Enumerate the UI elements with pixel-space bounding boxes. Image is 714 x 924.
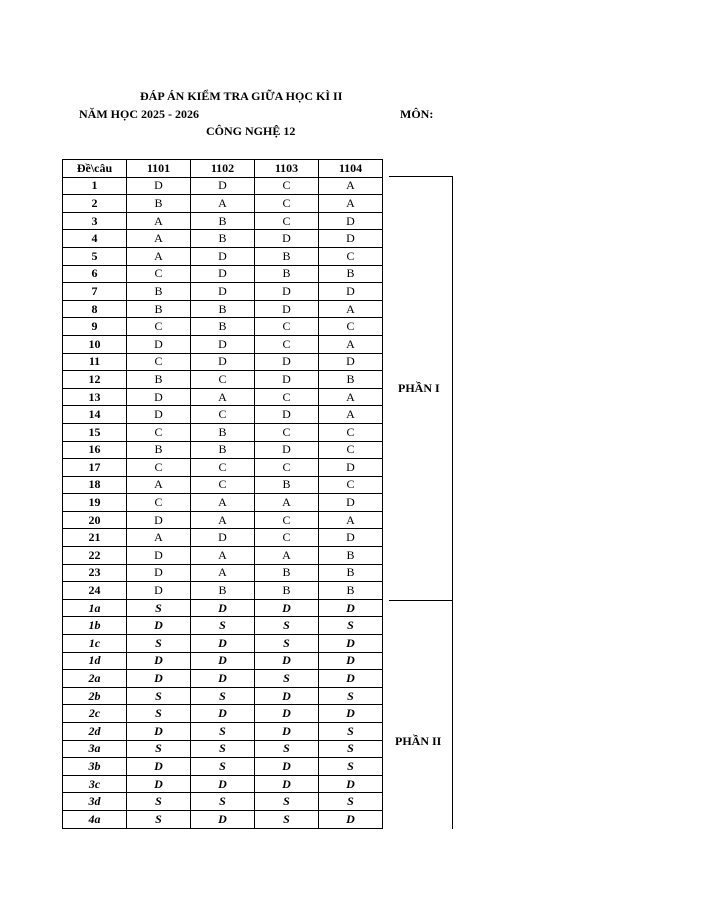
table-row (63, 335, 383, 353)
answer-cell: D (319, 353, 383, 371)
answer-cell: B (319, 564, 383, 582)
answer-cell: D (127, 177, 191, 195)
answer-cell: D (191, 670, 255, 688)
answer-cell: S (255, 617, 319, 635)
table-row (63, 617, 383, 635)
question-number: 20 (63, 511, 127, 529)
answer-cell: D (319, 459, 383, 477)
question-number: 16 (63, 441, 127, 459)
question-number: 1a (63, 599, 127, 617)
column-header: 1102 (191, 160, 255, 178)
answer-cell: D (191, 529, 255, 547)
answer-cell: D (191, 599, 255, 617)
answer-cell: S (127, 705, 191, 723)
question-number: 1d (63, 652, 127, 670)
question-number: 2a (63, 670, 127, 688)
answer-cell: B (255, 265, 319, 283)
part1-label: PHẦN I (398, 381, 440, 395)
answer-cell: C (255, 212, 319, 230)
answer-cell: B (319, 582, 383, 600)
question-number: 2c (63, 705, 127, 723)
answer-cell: B (127, 441, 191, 459)
column-header: 1104 (319, 160, 383, 178)
answer-cell: B (255, 476, 319, 494)
answer-cell: D (319, 494, 383, 512)
answer-cell: D (191, 810, 255, 828)
question-number: 3b (63, 758, 127, 776)
table-row (63, 406, 383, 424)
table-row (63, 423, 383, 441)
answer-cell: S (127, 810, 191, 828)
table-row (63, 529, 383, 547)
answer-cell: D (127, 758, 191, 776)
answer-cell: D (319, 810, 383, 828)
answer-cell: C (255, 195, 319, 213)
answer-cell: D (255, 283, 319, 301)
question-number: 11 (63, 353, 127, 371)
question-number: 4a (63, 810, 127, 828)
answer-cell: S (319, 617, 383, 635)
question-number: 2b (63, 687, 127, 705)
answer-cell: B (191, 300, 255, 318)
answer-cell: D (191, 247, 255, 265)
table-row (63, 723, 383, 741)
answer-cell: D (255, 353, 319, 371)
answer-cell: C (319, 476, 383, 494)
answer-cell: A (191, 511, 255, 529)
column-header: Đề\câu (63, 160, 127, 178)
answer-cell: D (191, 335, 255, 353)
answer-cell: C (191, 459, 255, 477)
answer-cell: D (191, 283, 255, 301)
answer-cell: S (191, 740, 255, 758)
question-number: 24 (63, 582, 127, 600)
answer-cell: B (127, 283, 191, 301)
question-number: 10 (63, 335, 127, 353)
answer-cell: S (127, 599, 191, 617)
question-number: 22 (63, 547, 127, 565)
answer-cell: S (191, 687, 255, 705)
answer-cell: C (319, 423, 383, 441)
table-row (63, 441, 383, 459)
table-row (63, 177, 383, 195)
answer-cell: B (191, 582, 255, 600)
question-number: 2 (63, 195, 127, 213)
table-row (63, 775, 383, 793)
answer-cell: D (191, 652, 255, 670)
answer-cell: C (255, 511, 319, 529)
answer-cell: D (319, 283, 383, 301)
table-row (63, 758, 383, 776)
table-row (63, 687, 383, 705)
answer-cell: B (255, 582, 319, 600)
answer-cell: C (255, 335, 319, 353)
answer-cell: D (255, 723, 319, 741)
column-header: 1101 (127, 160, 191, 178)
answer-cell: A (255, 547, 319, 565)
answer-cell: B (191, 212, 255, 230)
answer-cell: A (127, 212, 191, 230)
question-number: 1b (63, 617, 127, 635)
answer-cell: C (191, 406, 255, 424)
answer-cell: D (191, 353, 255, 371)
question-number: 17 (63, 459, 127, 477)
table-row (63, 810, 383, 828)
answer-cell: S (127, 740, 191, 758)
table-row (63, 670, 383, 688)
question-number: 18 (63, 476, 127, 494)
table-row (63, 195, 383, 213)
answer-cell: D (127, 564, 191, 582)
table-row (63, 599, 383, 617)
subject-name: CÔNG NGHỆ 12 (206, 124, 296, 138)
table-row (63, 459, 383, 477)
answer-cell: S (319, 793, 383, 811)
table-row (63, 635, 383, 653)
answer-cell: A (319, 511, 383, 529)
answer-cell: C (319, 318, 383, 336)
answer-cell: C (191, 476, 255, 494)
answer-cell: S (319, 758, 383, 776)
answer-cell: C (319, 247, 383, 265)
table-row (63, 212, 383, 230)
answer-cell: S (191, 758, 255, 776)
answer-cell: A (319, 388, 383, 406)
answer-cell: C (255, 177, 319, 195)
answer-cell: A (319, 335, 383, 353)
answer-cell: S (319, 723, 383, 741)
answer-cell: D (319, 635, 383, 653)
answer-cell: D (255, 687, 319, 705)
question-number: 2d (63, 723, 127, 741)
table-row (63, 230, 383, 248)
answer-cell: A (319, 177, 383, 195)
answer-cell: D (127, 617, 191, 635)
answer-cell: S (127, 687, 191, 705)
answer-cell: C (191, 371, 255, 389)
answer-cell: B (127, 371, 191, 389)
answer-cell: A (191, 388, 255, 406)
answer-cell: C (127, 318, 191, 336)
answer-cell: S (191, 617, 255, 635)
answer-cell: S (255, 670, 319, 688)
table-row (63, 740, 383, 758)
answer-cell: B (191, 423, 255, 441)
answer-cell: A (191, 494, 255, 512)
answer-table-body (63, 177, 383, 828)
answer-cell: D (255, 705, 319, 723)
part2-bracket (389, 600, 453, 829)
table-row (63, 265, 383, 283)
answer-cell: C (255, 529, 319, 547)
table-row (63, 564, 383, 582)
question-number: 21 (63, 529, 127, 547)
answer-cell: C (319, 441, 383, 459)
question-number: 15 (63, 423, 127, 441)
column-header: 1103 (255, 160, 319, 178)
subject-label: MÔN: (400, 107, 434, 121)
answer-cell: D (319, 529, 383, 547)
table-row (63, 283, 383, 301)
question-number: 7 (63, 283, 127, 301)
answer-cell: B (191, 318, 255, 336)
answer-cell: D (127, 652, 191, 670)
answer-cell: A (127, 529, 191, 547)
answer-cell: D (319, 775, 383, 793)
answer-cell: C (255, 318, 319, 336)
answer-cell: S (255, 635, 319, 653)
answer-cell: D (255, 775, 319, 793)
answer-cell: D (127, 582, 191, 600)
answer-cell: S (255, 793, 319, 811)
answer-cell: S (127, 793, 191, 811)
answer-cell: D (127, 406, 191, 424)
answer-cell: D (127, 511, 191, 529)
answer-cell: C (127, 265, 191, 283)
answer-cell: D (319, 670, 383, 688)
answer-cell: C (127, 423, 191, 441)
question-number: 1c (63, 635, 127, 653)
answer-cell: S (255, 810, 319, 828)
answer-cell: D (127, 547, 191, 565)
table-row (63, 247, 383, 265)
school-year: NĂM HỌC 2025 - 2026 (79, 107, 199, 121)
answer-cell: C (255, 459, 319, 477)
answer-cell: A (191, 547, 255, 565)
answer-cell: A (319, 300, 383, 318)
answer-cell: B (127, 195, 191, 213)
question-number: 3c (63, 775, 127, 793)
answer-cell: A (191, 564, 255, 582)
answer-cell: S (191, 723, 255, 741)
answer-cell: B (319, 547, 383, 565)
answer-cell: D (127, 388, 191, 406)
table-row (63, 476, 383, 494)
question-number: 4 (63, 230, 127, 248)
answer-cell: S (127, 635, 191, 653)
question-number: 5 (63, 247, 127, 265)
answer-cell: D (319, 705, 383, 723)
table-row (63, 388, 383, 406)
answer-cell: A (255, 494, 319, 512)
answer-cell: D (255, 441, 319, 459)
answer-cell: D (255, 371, 319, 389)
question-number: 3 (63, 212, 127, 230)
table-row (63, 318, 383, 336)
answer-cell: B (191, 441, 255, 459)
answer-cell: D (191, 635, 255, 653)
answer-cell: B (127, 300, 191, 318)
answer-cell: D (191, 265, 255, 283)
answer-cell: C (127, 494, 191, 512)
table-row (63, 705, 383, 723)
answer-cell: S (255, 740, 319, 758)
answer-cell: D (127, 723, 191, 741)
answer-cell: D (319, 599, 383, 617)
answer-cell: D (127, 335, 191, 353)
table-row (63, 494, 383, 512)
question-number: 6 (63, 265, 127, 283)
answer-cell: C (127, 459, 191, 477)
answer-cell: D (255, 300, 319, 318)
answer-cell: A (319, 195, 383, 213)
answer-cell: D (255, 599, 319, 617)
answer-cell: D (127, 670, 191, 688)
part2-label: PHẦN II (395, 734, 442, 748)
answer-cell: S (319, 687, 383, 705)
answer-cell: D (255, 406, 319, 424)
question-number: 8 (63, 300, 127, 318)
answer-cell: B (191, 230, 255, 248)
answer-cell: D (127, 775, 191, 793)
answer-key-table (62, 159, 383, 829)
table-row (63, 582, 383, 600)
answer-cell: A (319, 406, 383, 424)
question-number: 3d (63, 793, 127, 811)
answer-cell: C (255, 423, 319, 441)
answer-cell: C (127, 353, 191, 371)
answer-cell: D (255, 758, 319, 776)
table-row (63, 353, 383, 371)
answer-cell: D (255, 652, 319, 670)
table-row (63, 793, 383, 811)
question-number: 3a (63, 740, 127, 758)
answer-cell: S (191, 793, 255, 811)
table-header-row (63, 160, 383, 178)
question-number: 9 (63, 318, 127, 336)
question-number: 19 (63, 494, 127, 512)
question-number: 14 (63, 406, 127, 424)
answer-cell: A (191, 195, 255, 213)
answer-cell: B (319, 371, 383, 389)
answer-cell: D (319, 652, 383, 670)
answer-cell: D (191, 705, 255, 723)
question-number: 12 (63, 371, 127, 389)
answer-cell: D (319, 212, 383, 230)
table-row (63, 652, 383, 670)
answer-cell: B (255, 247, 319, 265)
answer-cell: B (319, 265, 383, 283)
document-title: ĐÁP ÁN KIỂM TRA GIỮA HỌC KÌ II (140, 89, 343, 103)
answer-cell: A (127, 476, 191, 494)
answer-cell: C (255, 388, 319, 406)
answer-cell: D (255, 230, 319, 248)
table-row (63, 371, 383, 389)
answer-cell: D (191, 775, 255, 793)
answer-cell: A (127, 247, 191, 265)
table-row (63, 511, 383, 529)
answer-cell: D (319, 230, 383, 248)
question-number: 13 (63, 388, 127, 406)
question-number: 1 (63, 177, 127, 195)
table-row (63, 547, 383, 565)
question-number: 23 (63, 564, 127, 582)
answer-cell: B (255, 564, 319, 582)
answer-cell: D (191, 177, 255, 195)
answer-cell: A (127, 230, 191, 248)
table-row (63, 300, 383, 318)
answer-cell: S (319, 740, 383, 758)
